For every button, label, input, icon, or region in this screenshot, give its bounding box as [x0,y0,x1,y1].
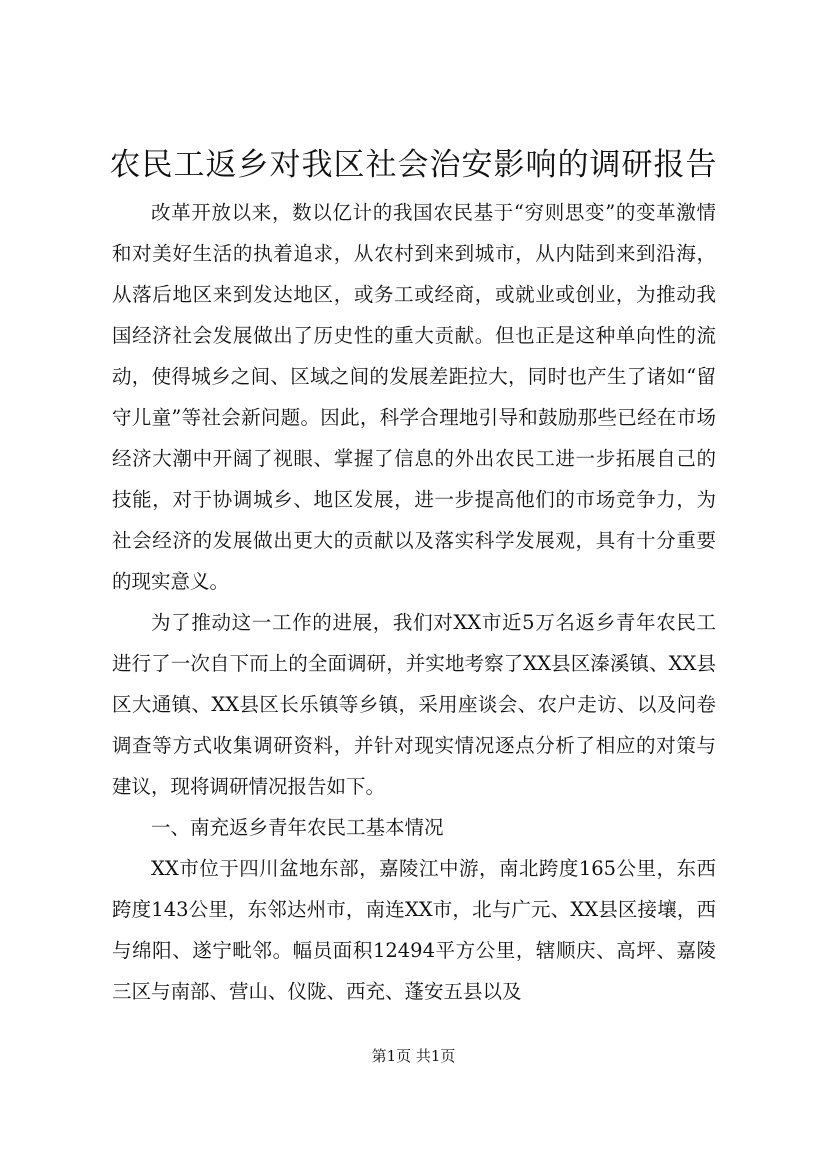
document-body [112,192,716,1012]
document-title: 农民工返乡对我区社会治安影响的调研报告 [109,147,718,183]
paragraph-intro: 改革开放以来，数以亿计的我国农民基于“穷则思变”的变革激情和对美好生活的执着追求，从农村到来到城市，从内陆到来到沿海，从落后地区来到发达地区，或务工或经商，或就业或创业，为推动我国经济社会发展做出了历史性的重大贡献。但也正是这种单向性的流动，使得城乡之间、区域之间的发展差距拉大，同时也产生了诸如“留守儿童”等社会新问题。因此，科学合理地引导和鼓励那些已经在市场经济大潮中开阔了视眼、掌握了信息的外出农民工进一步拓展自己的技能，对于协调城乡、地区发展，进一步提高他们的市场竞争力，为社会经济的发展做出更大的贡献以及落实科学发展观，具有十分重要的现实意义。 [112,201,716,593]
page-number-footer: 第1页 共1页 [371,1047,456,1065]
paragraph-survey: 为了推动这一工作的进展，我们对XX市近5万名返乡青年农民工进行了一次自下而上的全面调研，并实地考察了XX县区溱溪镇、XX县区大通镇、XX县区长乐镇等乡镇，采用座谈会、农户走访、以及问卷调查等方式收集调研资料，并针对现实情况逐点分析了相应的对策与建议，现将调研情况报告如下。 [112,611,716,798]
section-heading: 一、南充返乡青年农民工基本情况 [151,816,444,839]
paragraph-city-overview: XX市位于四川盆地东部，嘉陵江中游，南北跨度165公里，东西跨度143公里，东邻达州市，南连XX市，北与广元、XX县区接壤，西与绵阳、遂宁毗邻。幅员面积12494平方公里，辖顺庆、高坪、嘉陵三区与南部、营山、仪陇、西充、蓬安五县以及 [112,857,716,1003]
